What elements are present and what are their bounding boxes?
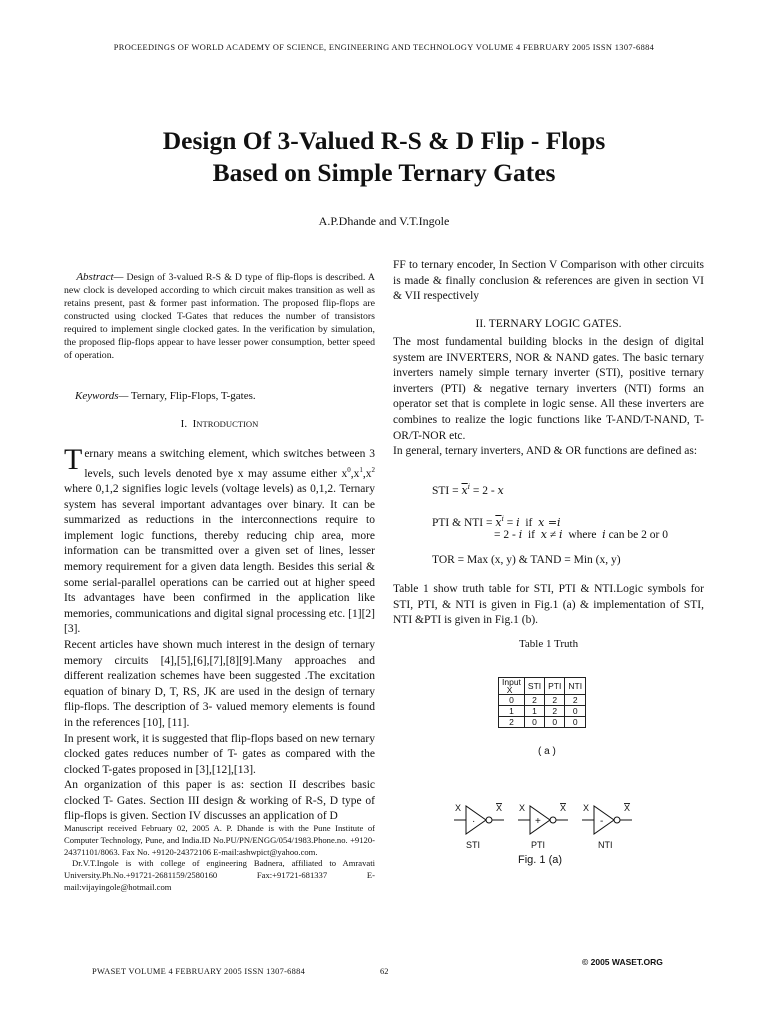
equation-sti [432, 481, 504, 497]
paper-title [60, 125, 708, 189]
intro-mid-1: ,x [350, 467, 360, 480]
nti-label: NTI [598, 840, 613, 850]
nti-output-label: X [624, 803, 631, 813]
figure-1-caption: Fig. 1 (a) [518, 854, 563, 866]
sup-2: 2 [371, 465, 375, 474]
sup-0: 0 [347, 465, 351, 474]
eq-sti-lhs: STI = [432, 484, 462, 497]
eq-l2-tail: can be 2 or 0 [605, 529, 668, 541]
page-number: 62 [380, 967, 389, 976]
pti-input-label: X [519, 803, 526, 813]
introduction-body [64, 443, 375, 825]
equation-pti-line-2 [494, 528, 668, 541]
right-paragraph-1: The most fundamental building blocks in the design of digital system are INVERTERS, NOR & NAND gates. The basic ternary inverters namely simple ternary inverter (STI), positive ternary inverters (PTI) & negative ternary inverters (NTI) forms an operator set that is complete in logic sense. All these inverters are combines to realize the logic functions like T-AND/T-NAND, T-OR/T-NOR etc. [393, 336, 704, 442]
table-cell: 2 [545, 695, 565, 706]
keywords-label: Keywords— [75, 390, 129, 402]
nti-sign: - [600, 816, 604, 827]
table-cell: 0 [565, 717, 586, 728]
section-1-numeral: I. [180, 418, 188, 430]
equation-pti-nti [432, 513, 561, 529]
sti-output-label: X [496, 803, 503, 813]
section-2-heading: II. TERNARY LOGIC GATES. [475, 318, 622, 330]
eq-l2-if: if [522, 529, 541, 541]
eq-l2-i3: i [602, 528, 606, 541]
header-x: X [502, 685, 513, 695]
intro-paragraph-3: In present work, it is suggested that flip-flops based on new ternary clocked gates reduces number of T- gates as compared with the clocked T-gates proposed in [3],[12],[13]. [64, 732, 375, 776]
eq-sti-sup: i [467, 483, 470, 491]
sti-sign: · [472, 816, 476, 827]
intro-paragraph-4: An organization of this paper is as: section II describes basic clocked T- Gates. Section III design & working of R-S, D type of flip-flops is given. Section IV discusses an application of D [64, 779, 375, 823]
intro-p1-end: where 0,1,2 signifies logic levels (voltage levels) as 0,1,2. Ternary system has several important advantages over binary. It can be summarized as reductions in the interconnections require to implement logic functions, thereby reducing chip area, more information can be transmitted over a given set of lines, lesser memory requirement for a given data length. Besides this serial & some serial-parallel operations can be carried out at higher speed Its advantages have been confirmed in the application like memories, communications and digital signal processing etc. [1][2][3]. [64, 483, 375, 636]
abstract-text: Design of 3-valued R-S & D type of flip-flops is described. A new clock is developed according to which circuit makes transition as well as retains present, past & former past information. The proposed flip-flops are constructed using clocked T-Gates that reduces the number of transistors required to implement single clocked gates. In the verification by simulation, the proposed flip-flops appear to have lesser power consumption, better speed of operation. [64, 272, 375, 361]
truth-table-header: PTI [545, 678, 565, 695]
section-1-rest: NTRODUCTION [196, 419, 259, 429]
intro-p1-start: ernary means a switching element, which switches between 3 levels, such levels denoted bye x may assume either x [84, 448, 375, 480]
table-cell: 2 [499, 717, 525, 728]
right-paragraph-0: FF to ternary encoder, In Section V Comparison with other circuits is made & finally conclusion & references are given in section VI & VII respectively [393, 259, 704, 303]
table-row [499, 695, 586, 706]
table-cell: 1 [499, 706, 525, 717]
pti-output-label: X [560, 803, 567, 813]
intro-paragraph-1 [64, 443, 375, 638]
eq-l2-i2: i [559, 528, 563, 541]
equation-tor-tand: TOR = Max (x, y) & TAND = Min (x, y) [432, 554, 621, 566]
eq-l2-ne: ≠ [546, 529, 560, 541]
sti-label: STI [466, 840, 481, 850]
drop-cap: T [64, 443, 83, 476]
sti-input-label: X [455, 803, 462, 813]
eq-sti-x: x [497, 483, 504, 497]
section-1-first-letter: I [192, 418, 197, 430]
truth-table-header-row [499, 678, 586, 695]
table-cell: 2 [524, 695, 544, 706]
inverter-symbols [452, 796, 642, 854]
eq-sti-rhs: = 2 - [469, 484, 498, 497]
title-line-1: Design Of 3-Valued R-S & D Flip - Flops [162, 126, 606, 155]
nti-input-label: X [583, 803, 590, 813]
truth-table [498, 677, 586, 728]
truth-table-header: STI [524, 678, 544, 695]
eq-l2-where: where [562, 529, 603, 541]
pti-label: PTI [531, 840, 546, 850]
intro-mid-2: ,x [362, 467, 372, 480]
table-1-caption: Table 1 Truth [518, 638, 579, 650]
section-1-heading [64, 418, 375, 430]
copyright: © 2005 WASET.ORG [582, 957, 663, 967]
abstract-label: Abstract— [76, 271, 124, 283]
table-cell: 2 [565, 695, 586, 706]
keywords-text: Ternary, Flip-Flops, T-gates. [128, 390, 256, 402]
footnote-2: Dr.V.T.Ingole is with college of engineering Badnera, affiliated to Amravati University.Ph.No.+91721-2681159/2580160 Fax:+91721-681337 E-mail:vijayingole@hotmail.com [64, 858, 375, 892]
table-cell: 1 [524, 706, 544, 717]
header-input: Input [502, 677, 521, 687]
eq-pti-i: i [516, 515, 520, 529]
eq-l2-x: x [540, 528, 547, 541]
eq-sti-var: $\overline{x}$ [461, 483, 468, 497]
table-row [499, 717, 586, 728]
title-line-2: Based on Simple Ternary Gates [212, 158, 556, 187]
pti-sign: + [535, 816, 541, 827]
truth-table-header: NTI [565, 678, 586, 695]
keywords [64, 389, 375, 405]
eq-l2-a: = 2 - [494, 529, 519, 541]
right-paragraph-3: Table 1 show truth table for STI, PTI & NTI.Logic symbols for STI, PTI, & NTI is given in Fig.1 (a) & implementation of STI, NTI &PTI is given in Fig.1 (b). [393, 583, 704, 627]
eq-l2-i: i [518, 528, 523, 541]
page-footer: PWASET VOLUME 4 FEBRUARY 2005 ISSN 1307-6884 [92, 967, 306, 976]
abstract [64, 271, 375, 362]
authors: A.P.Dhande and V.T.Ingole [318, 214, 450, 228]
sup-1: 1 [359, 465, 363, 474]
eq-pti-cond: x =i [538, 515, 561, 529]
eq-pti-mid: = [503, 516, 517, 529]
table-cell: 0 [545, 717, 565, 728]
table-cell: 0 [524, 717, 544, 728]
eq-pti-lhs: PTI & NTI = [432, 516, 496, 529]
table-cell: 0 [499, 695, 525, 706]
table-cell: 2 [545, 706, 565, 717]
table-row [499, 706, 586, 717]
figure-sub-label: ( a ) [538, 746, 556, 757]
eq-pti-sup: i [501, 515, 504, 523]
footnote [64, 823, 375, 894]
table-cell: 0 [565, 706, 586, 717]
intro-paragraph-2: Recent articles have shown much interest in the design of ternary memory circuits [4],[5],[6],[7],[8][9].Many approaches and different realization schemes have been suggested .The excitation equation of binary D, T, RS, JK are used in the design of ternary flip-flops. The description of 3- valued memory elements is found in the references [10], [11]. [64, 638, 375, 729]
right-paragraph-2: In general, ternary inverters, AND & OR functions are defined as: [393, 445, 698, 458]
journal-header: PROCEEDINGS OF WORLD ACADEMY OF SCIENCE, ENGINEERING AND TECHNOLOGY VOLUME 4 FEBRUARY 2005 ISSN 1307-6884 [113, 43, 655, 52]
truth-table-header [499, 678, 525, 695]
eq-pti-if: if [519, 516, 539, 529]
right-body [393, 335, 704, 460]
eq-pti-var: $\overline{x}$ [495, 515, 502, 529]
footnote-1: Manuscript received February 02, 2005 A. P. Dhande is with the Pune Institute of Computer Technology, Pune, and India.ID No.PU/PN/ENGG/054/1983.Phone.no. +9120-24371101/8063. Fax No. +9120-24372106 E-mail:ashwpict@yahoo.com. [64, 823, 375, 857]
